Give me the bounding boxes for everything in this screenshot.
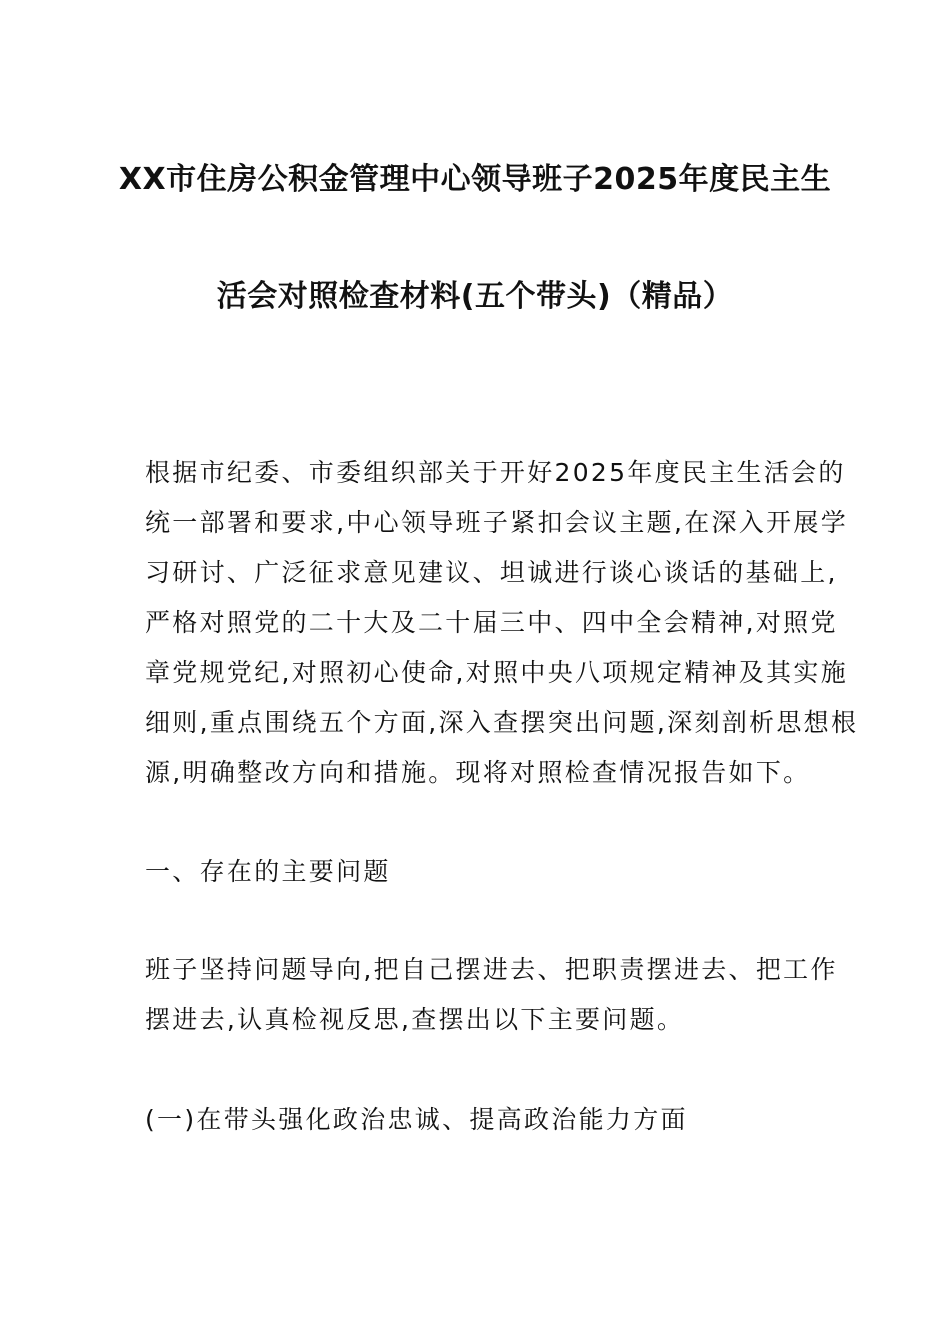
intro-paragraph-line: 细则,重点围绕五个方面,深入查摆突出问题,深刻剖析思想根 xyxy=(145,708,859,737)
section-heading: 一、存在的主要问题 xyxy=(145,857,391,886)
document-title-line-2: 活会对照检查材料(五个带头)（精品） xyxy=(216,279,734,314)
intro-paragraph-line: 习研讨、广泛征求意见建议、坦诚进行谈心谈话的基础上, xyxy=(145,558,838,587)
intro-paragraph-line: 源,明确整改方向和措施。现将对照检查情况报告如下。 xyxy=(145,758,811,787)
section-paragraph-line: 班子坚持问题导向,把自己摆进去、把职责摆进去、把工作 xyxy=(145,955,838,984)
intro-paragraph-line: 严格对照党的二十大及二十届三中、四中全会精神,对照党 xyxy=(145,608,838,637)
subsection-heading: (一)在带头强化政治忠诚、提高政治能力方面 xyxy=(145,1105,688,1134)
intro-paragraph-line: 根据市纪委、市委组织部关于开好2025年度民主生活会的 xyxy=(145,458,846,487)
intro-paragraph-line: 统一部署和要求,中心领导班子紧扣会议主题,在深入开展学 xyxy=(145,508,848,537)
section-paragraph-line: 摆进去,认真检视反思,查摆出以下主要问题。 xyxy=(145,1005,685,1034)
document-title-line-1: XX市住房公积金管理中心领导班子2025年度民主生 xyxy=(118,162,832,197)
intro-paragraph-line: 章党规党纪,对照初心使命,对照中央八项规定精神及其实施 xyxy=(145,658,848,687)
